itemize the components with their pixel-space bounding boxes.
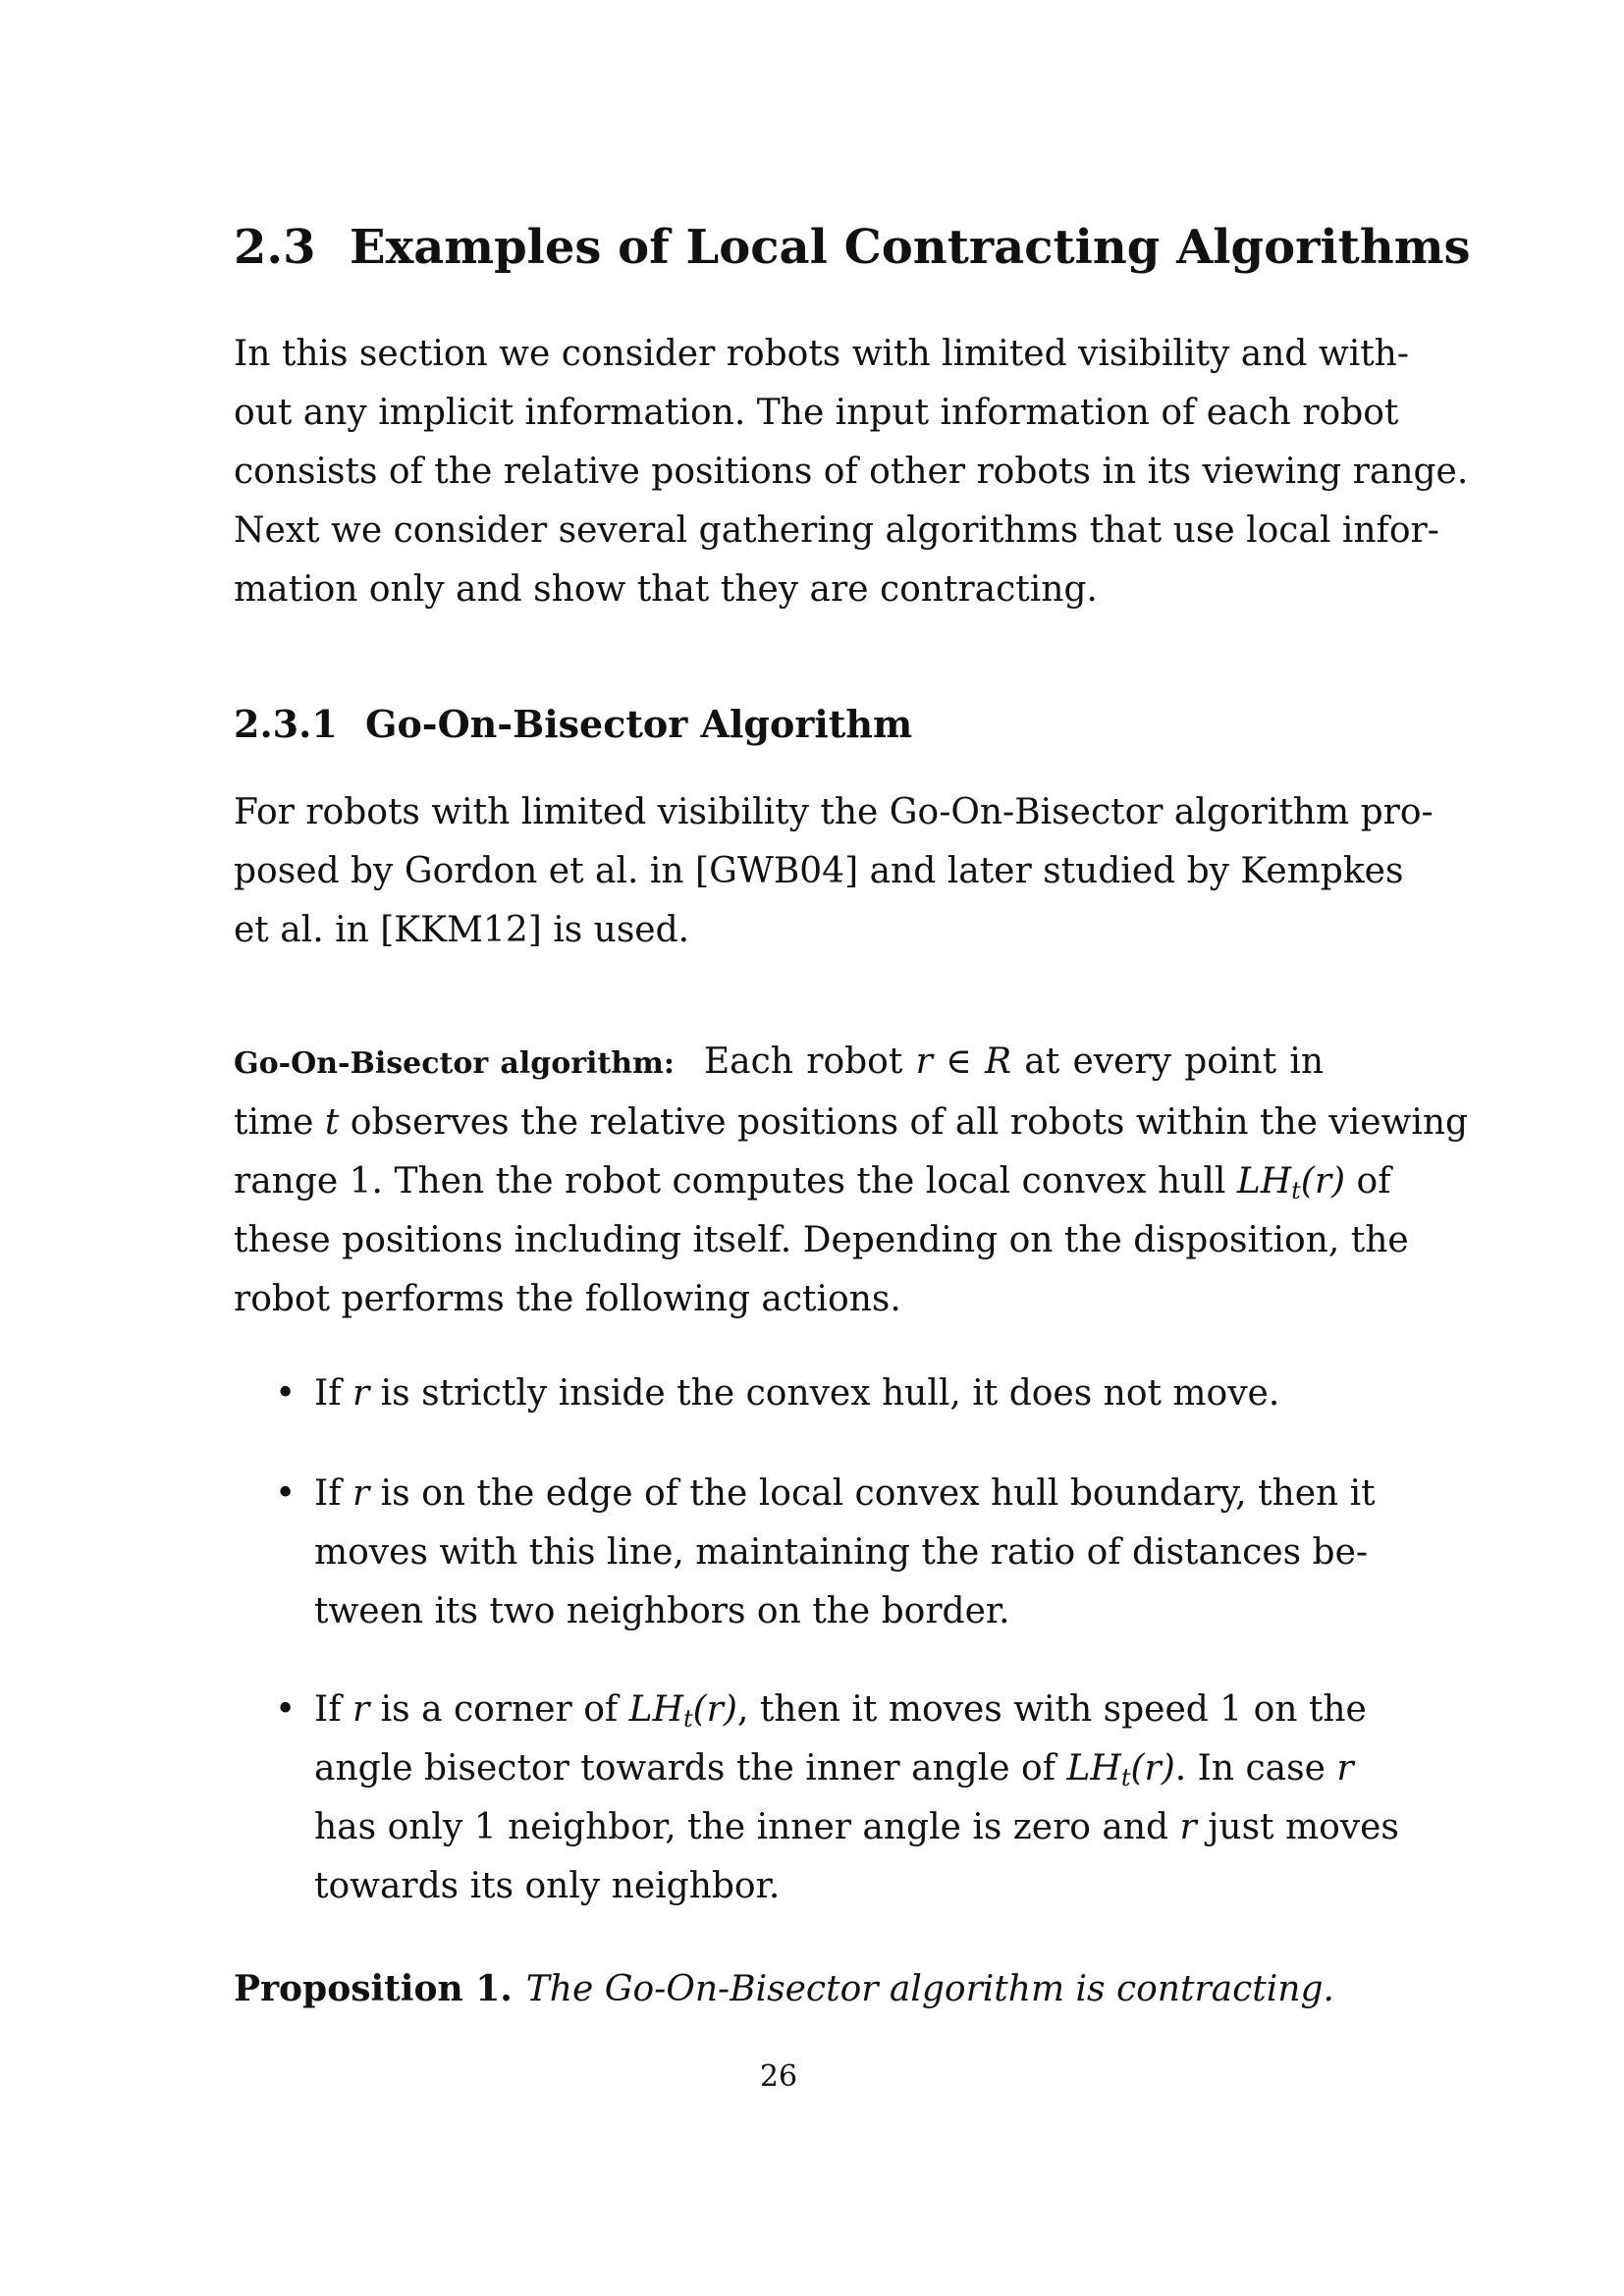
math-lh-sub: t	[1120, 1764, 1131, 1791]
math-var-r: r	[352, 1689, 370, 1730]
bullet-dot-icon: •	[275, 1373, 297, 1414]
intro-line: Next we consider several gathering algorithms that use local infor-	[234, 510, 1439, 551]
algorithm-text: at every point in	[1024, 1041, 1325, 1082]
math-var-t: t	[324, 1102, 340, 1143]
intro-paragraph	[234, 325, 1469, 619]
list-text: is on the edge of the local convex hull boundary, then it	[380, 1473, 1376, 1514]
list-item-text	[314, 1364, 1324, 1423]
subsection-intro-paragraph	[234, 783, 1434, 960]
subsection-intro-line: For robots with limited visibility the Go-On-Bisector algorithm pro-	[234, 792, 1434, 832]
math-local-hull	[1236, 1161, 1346, 1204]
list-text: , then it moves with speed 1 on the	[736, 1689, 1367, 1730]
list-item-line: tween its two neighbors on the border.	[314, 1591, 1010, 1631]
algorithm-text: of	[1356, 1161, 1391, 1201]
algorithm-line	[234, 1094, 1469, 1152]
list-text: . In case	[1174, 1748, 1326, 1789]
page-number: 26	[759, 2059, 798, 2094]
list-text: If	[314, 1473, 342, 1514]
math-var-r: r	[915, 1041, 933, 1082]
algorithm-line	[234, 1033, 1324, 1094]
list-item-line	[314, 1681, 1367, 1739]
math-var-r: r	[352, 1473, 370, 1514]
algorithm-text: time	[234, 1102, 314, 1143]
subsection-number: 2.3.1	[234, 702, 338, 746]
intro-line: In this section we consider robots with limited visibility and with-	[234, 334, 1410, 374]
paper-page	[234, 0, 1471, 2296]
list-text: has only 1 neighbor, the inner angle is zero and	[314, 1807, 1169, 1847]
algorithm-line	[234, 1152, 1391, 1211]
math-lh-arg: (r)	[692, 1689, 737, 1730]
bullet-dot-icon: •	[275, 1689, 297, 1730]
math-lh: LH	[1236, 1161, 1292, 1201]
math-var-r: r	[352, 1373, 370, 1414]
math-lh-sub: t	[1291, 1177, 1301, 1204]
proposition-label: Proposition 1.	[234, 1968, 513, 2009]
subsection-intro-line: et al. in [KKM12] is used.	[234, 910, 690, 950]
proposition-statement: The Go-On-Bisector algorithm is contracting.	[525, 1969, 1334, 2009]
algorithm-text: Each robot	[703, 1041, 903, 1082]
intro-line: consists of the relative positions of other robots in its viewing range.	[234, 452, 1469, 492]
section-number: 2.3	[234, 220, 316, 275]
list-item-line	[314, 1798, 1399, 1857]
math-lh-arg: (r)	[1300, 1161, 1346, 1201]
list-item-line: moves with this line, maintaining the ratio of distances be-	[314, 1532, 1369, 1573]
math-var-r: r	[1179, 1807, 1197, 1847]
list-text: is a corner of	[380, 1689, 619, 1730]
algorithm-line: robot performs the following actions.	[234, 1279, 901, 1319]
section-heading	[234, 218, 1471, 277]
section-title: Examples of Local Contracting Algorithms	[350, 220, 1471, 275]
intro-line: mation only and show that they are contracting.	[234, 569, 1098, 610]
math-var-r: r	[1336, 1748, 1354, 1789]
list-item-text	[314, 1465, 1376, 1641]
list-text: If	[314, 1689, 342, 1730]
list-text: just moves	[1208, 1807, 1399, 1847]
algorithm-label: Go-On-Bisector algorithm:	[234, 1046, 675, 1081]
math-in-symbol: ∈	[946, 1041, 972, 1082]
algorithm-paragraph	[234, 1033, 1469, 1329]
list-item-line: towards its only neighbor.	[314, 1866, 781, 1906]
math-lh-sub: t	[682, 1705, 693, 1733]
intro-line: out any implicit information. The input information of each robot	[234, 393, 1399, 433]
proposition	[234, 1959, 1334, 2019]
subsection-title: Go-On-Bisector Algorithm	[365, 702, 913, 746]
subsection-heading	[234, 695, 912, 754]
list-item-line	[314, 1364, 1324, 1423]
list-text: is strictly inside the convex hull, it does not move.	[380, 1373, 1280, 1414]
list-item-line	[314, 1465, 1376, 1523]
bullet-dot-icon: •	[275, 1473, 297, 1514]
algorithm-text: range 1. Then the robot computes the local convex hull	[234, 1161, 1226, 1201]
list-item-line	[314, 1739, 1354, 1798]
math-lh: LH	[628, 1689, 683, 1730]
math-var-R: R	[984, 1041, 1012, 1082]
list-text: angle bisector towards the inner angle of	[314, 1748, 1056, 1789]
math-local-hull	[1067, 1748, 1175, 1789]
algorithm-line: these positions including itself. Depending on the disposition, the	[234, 1220, 1409, 1260]
list-item-text	[314, 1681, 1399, 1916]
subsection-intro-line: posed by Gordon et al. in [GWB04] and later studied by Kempkes	[234, 851, 1404, 891]
math-lh: LH	[1066, 1748, 1121, 1789]
math-lh-arg: (r)	[1130, 1748, 1175, 1789]
list-text: If	[314, 1373, 342, 1414]
algorithm-text: observes the relative positions of all robots within the viewing	[350, 1102, 1469, 1143]
math-local-hull	[628, 1689, 737, 1733]
